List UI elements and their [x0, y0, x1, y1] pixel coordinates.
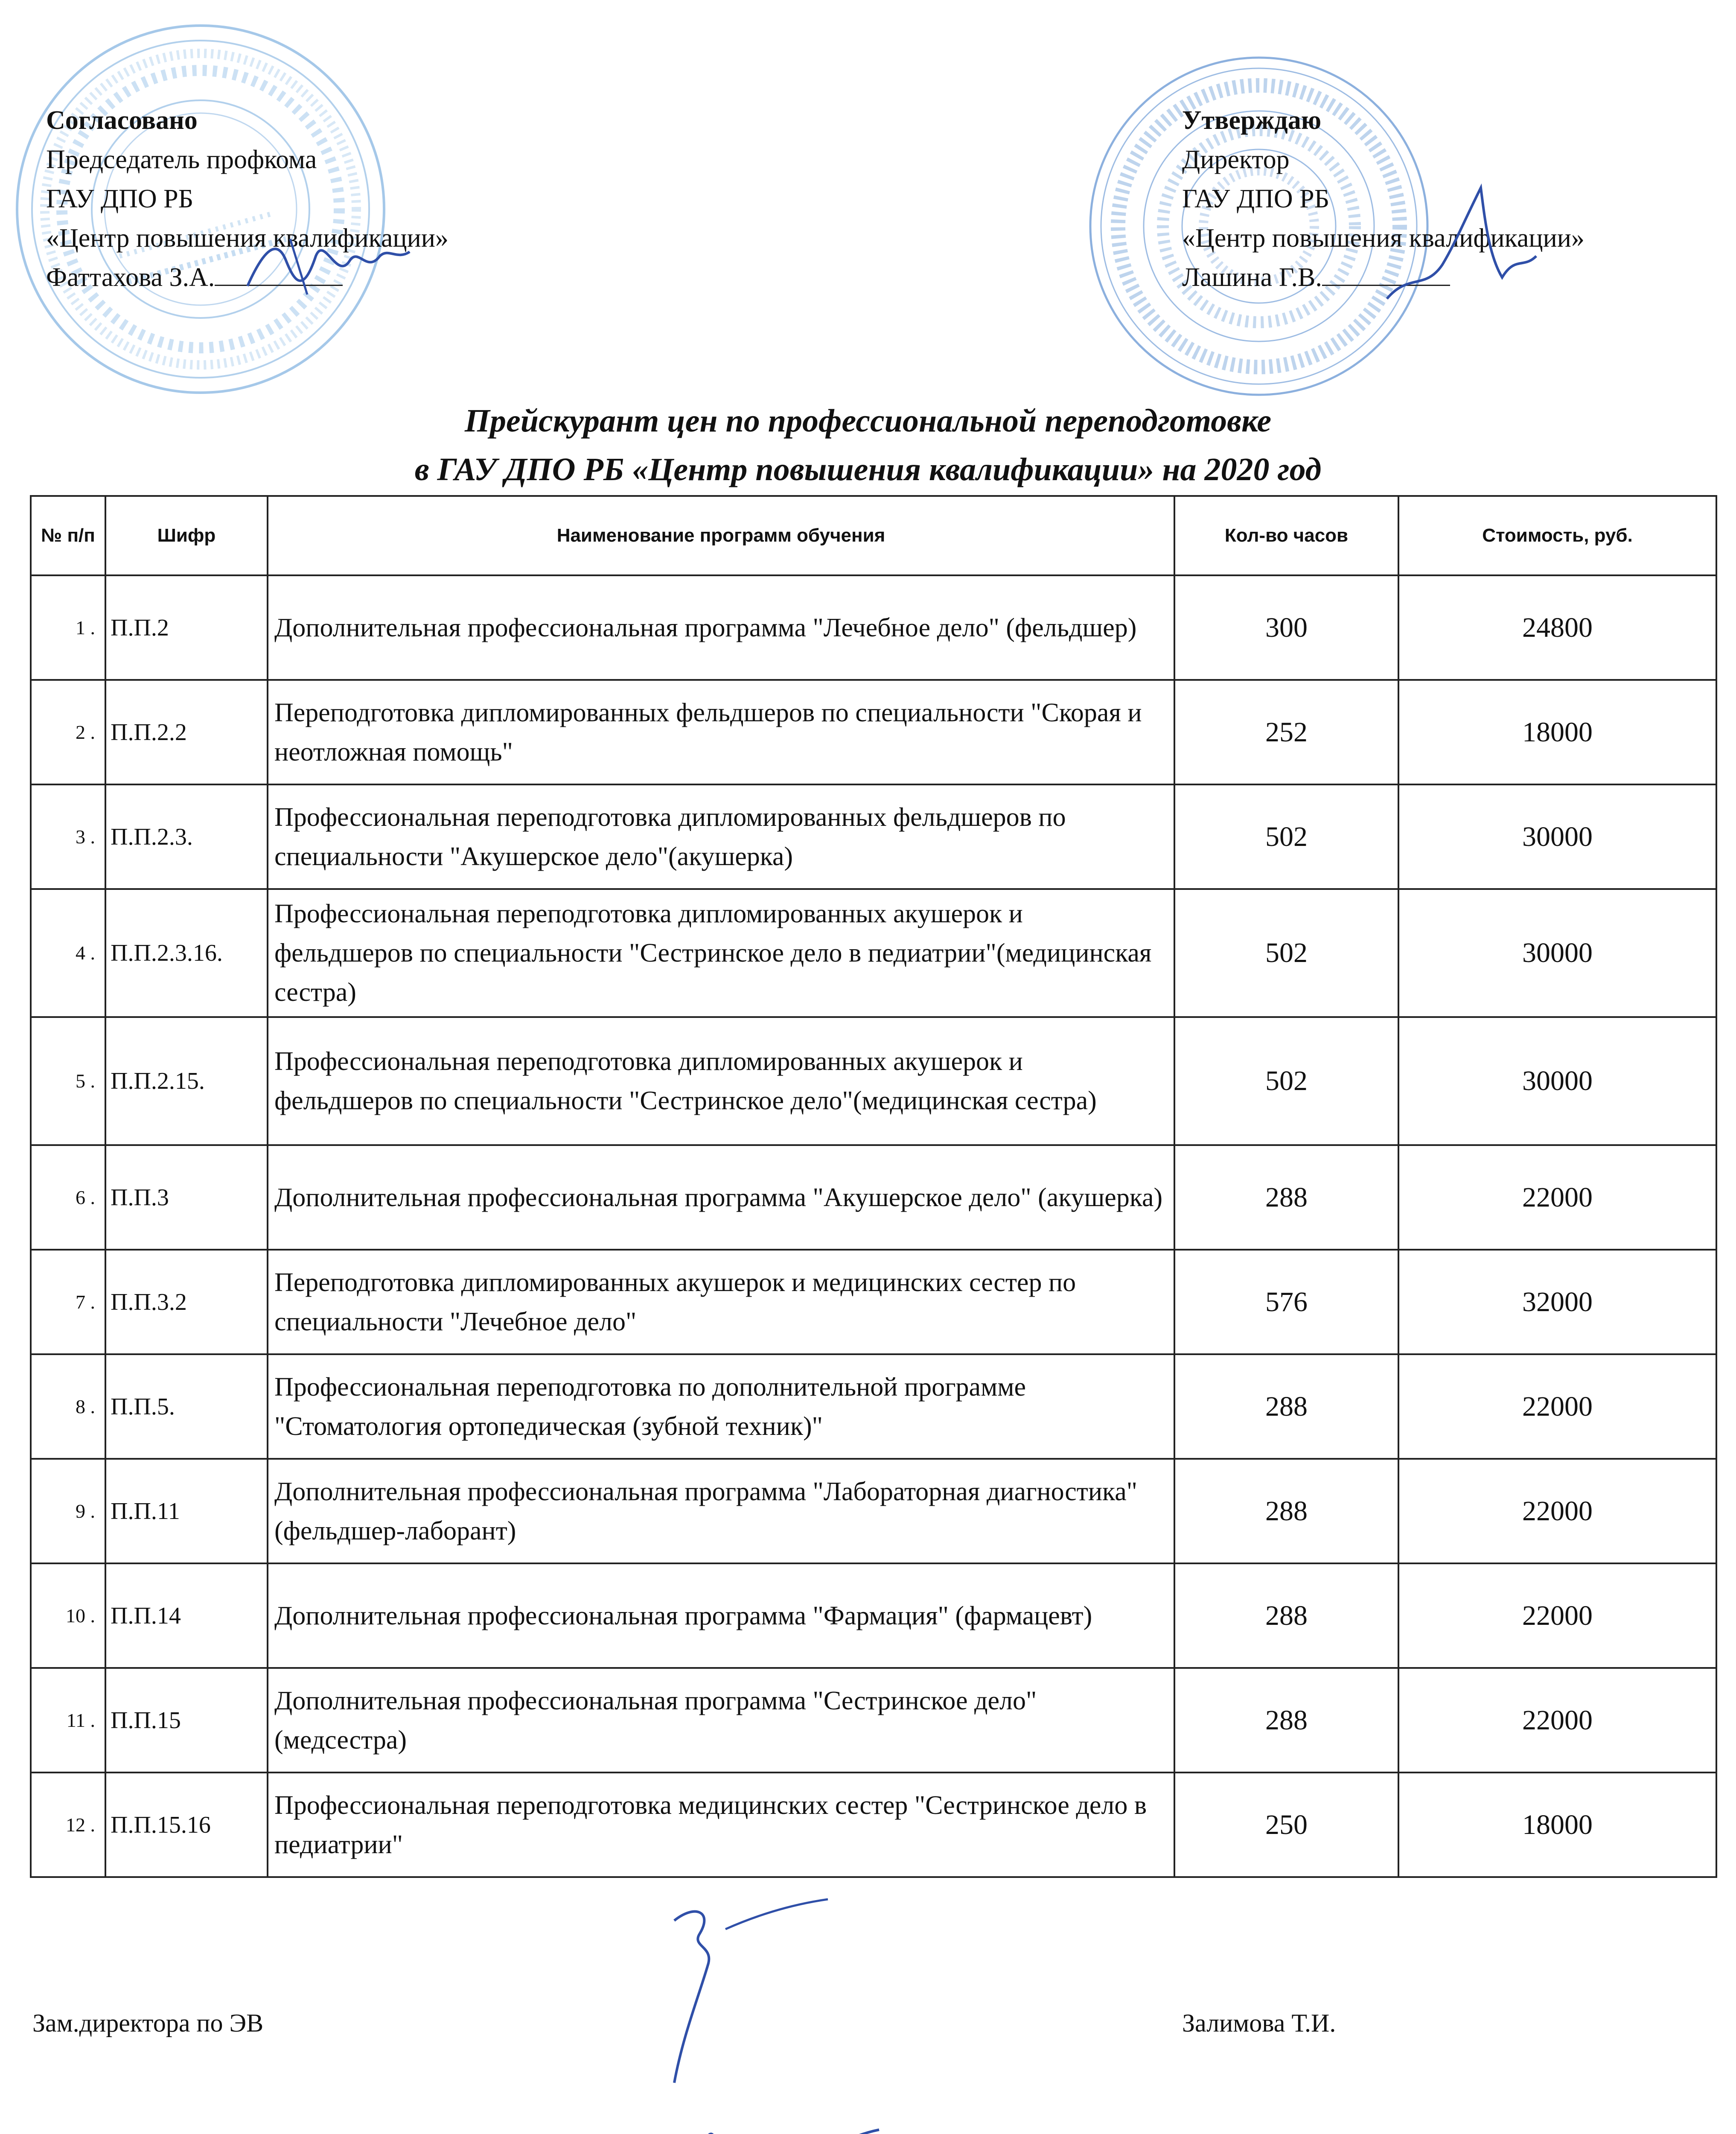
- row-hours: 250: [1174, 1773, 1398, 1877]
- row-code: П.П.15.16: [105, 1773, 268, 1877]
- table-row: [31, 1017, 1716, 1145]
- row-name: Профессиональная переподготовка дипломированных акушерок и фельдшеров по специальности "Сестринское дело в педиатрии"(медицинская сестра): [268, 889, 1174, 1017]
- row-hours: 502: [1174, 889, 1398, 1017]
- row-num: 9 .: [31, 1459, 105, 1563]
- director-signature: [1374, 171, 1553, 318]
- row-hours: 288: [1174, 1145, 1398, 1250]
- row-hours: 288: [1174, 1354, 1398, 1459]
- header-num: № п/п: [31, 496, 105, 575]
- table-row: [31, 1563, 1716, 1668]
- trade-union-signature: [239, 222, 418, 309]
- row-code: П.П.2: [105, 575, 268, 680]
- table-row: [31, 1668, 1716, 1773]
- row-hours: 288: [1174, 1459, 1398, 1563]
- header-cost: Стоимость, руб.: [1398, 496, 1716, 575]
- row-code: П.П.2.3.: [105, 784, 268, 889]
- approval-right-heading: Утверждаю: [1182, 106, 1322, 135]
- row-num: 5 .: [31, 1017, 105, 1145]
- row-num: 8 .: [31, 1354, 105, 1459]
- row-code: П.П.2.2: [105, 680, 268, 784]
- row-cost: 22000: [1398, 1354, 1716, 1459]
- row-code: П.П.3: [105, 1145, 268, 1250]
- deputy-signature: [657, 1895, 836, 2093]
- row-cost: 22000: [1398, 1668, 1716, 1773]
- row-name: Дополнительная профессиональная программа "Фармация" (фармацевт): [268, 1563, 1174, 1668]
- row-cost: 32000: [1398, 1250, 1716, 1354]
- row-code: П.П.5.: [105, 1354, 268, 1459]
- row-num: 11 .: [31, 1668, 105, 1773]
- row-code: П.П.15: [105, 1668, 268, 1773]
- row-cost: 18000: [1398, 1773, 1716, 1877]
- table-row: [31, 680, 1716, 784]
- table-row: [31, 1250, 1716, 1354]
- row-hours: 502: [1174, 784, 1398, 889]
- approval-right-org: ГАУ ДПО РБ: [1182, 184, 1330, 213]
- approval-left-heading: Согласовано: [46, 106, 198, 135]
- row-hours: 252: [1174, 680, 1398, 784]
- row-name: Профессиональная переподготовка медицинских сестер "Сестринское дело в педиатрии": [268, 1773, 1174, 1877]
- approval-right-position: Директор: [1182, 145, 1290, 174]
- header-hours: Кол-во часов: [1174, 496, 1398, 575]
- row-cost: 30000: [1398, 1017, 1716, 1145]
- price-table: [30, 495, 1717, 1878]
- row-name: Дополнительная профессиональная программа "Лабораторная диагностика" (фельдшер-лаборант): [268, 1459, 1174, 1563]
- row-num: 12 .: [31, 1773, 105, 1877]
- row-num: 4 .: [31, 889, 105, 1017]
- approval-right-signer-name: Лашина Г.В.: [1182, 263, 1322, 292]
- row-code: П.П.2.3.16.: [105, 889, 268, 1017]
- row-name: Дополнительная профессиональная программа "Акушерское дело" (акушерка): [268, 1145, 1174, 1250]
- row-cost: 30000: [1398, 889, 1716, 1017]
- table-row: [31, 1773, 1716, 1877]
- row-num: 7 .: [31, 1250, 105, 1354]
- row-num: 6 .: [31, 1145, 105, 1250]
- row-name: Дополнительная профессиональная программа "Сестринское дело" (медсестра): [268, 1668, 1174, 1773]
- row-name: Профессиональная переподготовка дипломированных фельдшеров по специальности "Акушерское дело"(акушерка): [268, 784, 1174, 889]
- row-num: 1 .: [31, 575, 105, 680]
- accountant-signature: [691, 2100, 888, 2134]
- document-title-line2: в ГАУ ДПО РБ «Центр повышения квалификации» на 2020 год: [414, 452, 1322, 487]
- row-code: П.П.11: [105, 1459, 268, 1563]
- row-hours: 576: [1174, 1250, 1398, 1354]
- document-title-line1: Прейскурант цен по профессиональной переподготовке: [464, 403, 1272, 439]
- row-num: 10 .: [31, 1563, 105, 1668]
- row-name: Переподготовка дипломированных акушерок и медицинских сестер по специальности "Лечебное дело": [268, 1250, 1174, 1354]
- table-row: [31, 1145, 1716, 1250]
- row-name: Переподготовка дипломированных фельдшеров по специальности "Скорая и неотложная помощь": [268, 680, 1174, 784]
- row-cost: 18000: [1398, 680, 1716, 784]
- header-name: Наименование программ обучения: [268, 496, 1174, 575]
- table-row: [31, 1354, 1716, 1459]
- approval-left-signer-name: Фаттахова З.А.: [46, 263, 215, 292]
- row-name: Профессиональная переподготовка дипломированных акушерок и фельдшеров по специальности "Сестринское дело"(медицинская сестра): [268, 1017, 1174, 1145]
- table-header-row: [31, 496, 1716, 575]
- row-hours: 502: [1174, 1017, 1398, 1145]
- row-cost: 24800: [1398, 575, 1716, 680]
- approval-left-org-name: «Центр повышения квалификации»: [46, 224, 449, 253]
- row-hours: 300: [1174, 575, 1398, 680]
- row-code: П.П.14: [105, 1563, 268, 1668]
- row-num: 2 .: [31, 680, 105, 784]
- row-cost: 22000: [1398, 1145, 1716, 1250]
- table-row: [31, 784, 1716, 889]
- row-hours: 288: [1174, 1668, 1398, 1773]
- table-row: [31, 1459, 1716, 1563]
- row-code: П.П.2.15.: [105, 1017, 268, 1145]
- table-row: [31, 889, 1716, 1017]
- approval-left-org: ГАУ ДПО РБ: [46, 184, 194, 213]
- header-code: Шифр: [105, 496, 268, 575]
- row-cost: 30000: [1398, 784, 1716, 889]
- row-cost: 22000: [1398, 1459, 1716, 1563]
- row-name: Профессиональная переподготовка по дополнительной программе "Стоматология ортопедическая (зубной техник)": [268, 1354, 1174, 1459]
- deputy-title: Зам.директора по ЭВ: [32, 2009, 264, 2037]
- approval-left-position: Председатель профкома: [46, 145, 317, 174]
- row-code: П.П.3.2: [105, 1250, 268, 1354]
- row-hours: 288: [1174, 1563, 1398, 1668]
- approval-right-org-name: «Центр повышения квалификации»: [1182, 224, 1585, 253]
- row-name: Дополнительная профессиональная программа "Лечебное дело" (фельдшер): [268, 575, 1174, 680]
- table-row: [31, 575, 1716, 680]
- row-num: 3 .: [31, 784, 105, 889]
- deputy-name: Залимова Т.И.: [1182, 2009, 1336, 2037]
- row-cost: 22000: [1398, 1563, 1716, 1668]
